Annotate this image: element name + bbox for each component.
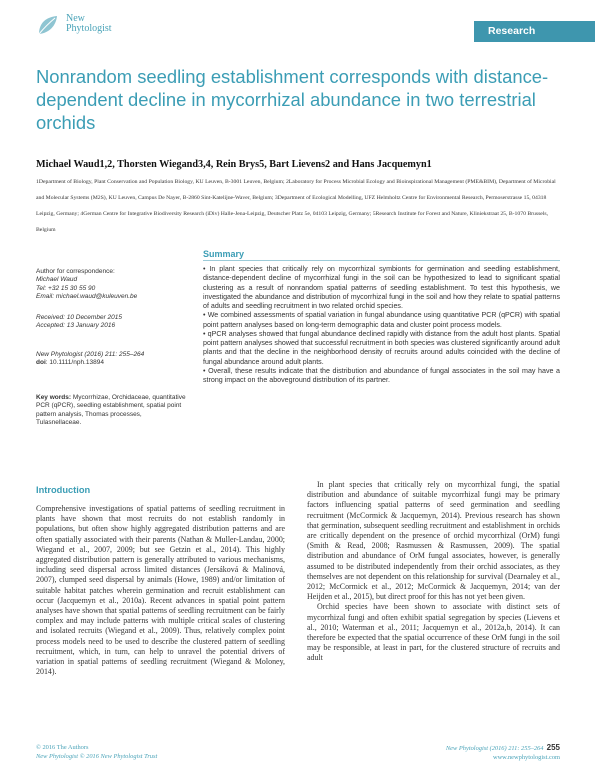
keywords-block	[36, 394, 188, 427]
intro-paragraph: In plant species that critically rely on mycorrhizal fungi, the spatial distribution and abundance of suitable mycorrhizal fungi may be primary factors influencing spatial patterns of seed germination and seedling recruitment (McCormick & Jacquemyn, 2014). Previous research has shown that germination, subsequent seedling recruitment and establishment in orchids are critically dependent on the presence of orchid mycorrhizal (OrM) fungi (Smith & Read, 2008; Rasmussen & Rasmussen, 2009). The spatial distribution and abundance of OrM fungal associates, however, is generally assumed to be distributed independently from their orchid associates, as they themselves are not dependent on this relationship for survival (Dearnaley et al., 2012; McCormick et al., 2012; McCormick & Jacquemyn, 2014; van der Heijden et al., 2015), but direct proof for this has not yet been given.	[307, 480, 560, 602]
corr-tel: Tel: +32 15 30 55 90	[36, 284, 96, 292]
author-list-text: Michael Waud1,2, Thorsten Wiegand3,4, Rein Brys5, Bart Lievens2 and Hans Jacquemyn1	[36, 159, 432, 170]
logo-line-1: New	[66, 13, 85, 24]
dates-block	[36, 314, 196, 331]
received-date: Received: 10 December 2015	[36, 314, 122, 321]
journal-logo-text	[66, 14, 112, 34]
footer-citation	[380, 743, 560, 762]
citation-block	[36, 351, 196, 368]
page-number: 255	[546, 743, 560, 752]
intro-paragraph: Orchid species have been shown to associate with distinct sets of mycorrhizal fungi and often exhibit spatial segregation by species (Lievens et al., 2010; Waterman et al., 2011; Jacquemyn et al., 2012a,b, 2014). It can therefore be expected that the spatial occurrence of these OrM fungi in the soil may be responsible, at least in part, for the clustered structure of recruits and adult	[307, 602, 560, 663]
doi-label: doi	[36, 359, 46, 367]
summary-bullet: • qPCR analyses showed that fungal abundance declined rapidly with distance from the adult host plants. Spatial point pattern analyses showed that successful recruitment in both species was clustered significantly around adult plants and that the decline in the neighborhood density of recruits around adults coincided with the decline of fungal abundance around adult plants.	[203, 329, 560, 366]
section-badge: Research	[474, 21, 595, 42]
intro-column-left	[36, 504, 285, 677]
footer-copyright	[36, 743, 157, 761]
corr-name: Michael Waud	[36, 276, 78, 284]
summary-bullet: • In plant species that critically rely on mycorrhizal symbionts for germination and seedling establishment, distance-dependent decline of mycorrhizal fungi in the soil can be hypothesized to lead to significant spatial clustering as a result of nonrandom spatial patterns of seedling establishment. To test this hypothesis, we investigated the abundance and distribution of mycorrhizal fungi in the soil and how they relate to spatial patterns of adults and seedling recruitment in two related orchid species.	[203, 265, 560, 310]
doi[interactable]	[36, 359, 196, 367]
introduction-heading: Introduction	[36, 485, 91, 495]
summary-heading: Summary	[203, 249, 245, 259]
affiliations: 1Department of Biology, Plant Conservation and Population Biology, KU Leuven, B-3001 Leuven, Belgium; 2Laboratory for Process Microbial Ecology and Bioinspirational Management (PME&BIM), Department of Microbial and Molecular Systems (M2S), KU Leuven, Campus De Nayer, B-2860 Sint-Katelijne-Waver, Belgium; 3Department of Ecological Modelling, UFZ Helmholtz Centre for Environmental Research, Permoserstrasse 15, 04318 Leipzig, Germany; 4German Centre for Integrative Biodiversity Research (iDiv) Halle-Jena-Leipzig, Deutscher Platz 5e, 04103 Leipzig, Germany; 5Research Institute for Forest and Nature, Kliniekstraat 25, B-1070 Brussels, Belgium	[36, 179, 556, 233]
correspondence-block	[36, 268, 196, 301]
accepted-date: Accepted: 13 January 2016	[36, 322, 116, 330]
doi-value: : 10.1111/nph.13894	[45, 359, 104, 367]
summary-body	[203, 265, 560, 385]
summary-bullet: • Overall, these results indicate that the distribution and abundance of fungal associates in the soil may have a strong impact on the aboveground distribution of its partner.	[203, 366, 560, 384]
corr-label: Author for correspondence:	[36, 268, 115, 275]
article-title: Nonrandom seedling establishment corresponds with distance-dependent decline in mycorrhizal abundance in two terrestrial orchids	[36, 66, 549, 133]
footer-url[interactable]: www.newphytologist.com	[492, 754, 560, 761]
author-list	[36, 159, 566, 170]
footer-trust: New Phytologist © 2016 New Phytologist Trust	[36, 753, 158, 760]
keywords-text: Mycorrhizae, Orchidaceae, quantitative PCR (qPCR), seedling establishment, spatial point pattern analysis, Thomas processes, Tulasnellaceae.	[36, 394, 186, 426]
journal-ref: New Phytologist (2016) 211: 255–264	[36, 351, 145, 358]
summary-divider	[203, 260, 560, 261]
intro-column-right	[307, 480, 560, 664]
footer-authors: © 2016 The Authors	[36, 744, 89, 751]
logo-line-2: Phytologist	[66, 23, 112, 34]
keywords-label: Key words:	[36, 394, 72, 401]
footer-journal-ref: New Phytologist (2016) 211: 255–264	[445, 745, 544, 752]
leaf-logo-icon	[36, 14, 60, 36]
summary-bullet: • We combined assessments of spatial variation in fungal abundance using quantitative PCR (qPCR) with spatial point pattern analyses based on long-term demographic data and cluster point process models.	[203, 311, 560, 329]
corr-email[interactable]: Email: michael.waud@kuleuven.be	[36, 292, 138, 300]
intro-paragraph: Comprehensive investigations of spatial patterns of seedling recruitment in plants have shown that most recruits do not establish randomly in populations, but often show highly aggregated distribution patterns and are often spatially associated with their parents (Nathan & Muller-Landau, 2000; Wiegand et al., 2007, 2009; but see Getzin et al., 2014). This highly aggregated distribution pattern is generally attributed to various mechanisms, including seed dispersal across limited distances (Jersáková & Malinová, 2007), clumped seed dispersal by animals (Howe, 1989) and/or limitation of suitable habitat patches wherein germination and recruit establishment can occur (Jacquemyn et al., 2010a). Recent advances in spatial point pattern analyses have shown that spatial patterns of seedling recruitment can be fairly complex and may include patterns with multiple critical scales of clustering and isolated recruits (Wiegand et al., 2009). Thus, relatively complex point process models need to be used to describe the clustered pattern of seedling recruitment, which, in turn, can help to unravel the potential drivers of variation in spatial patterns of seedling recruitment (Wiegand & Moloney, 2014).	[36, 504, 285, 677]
